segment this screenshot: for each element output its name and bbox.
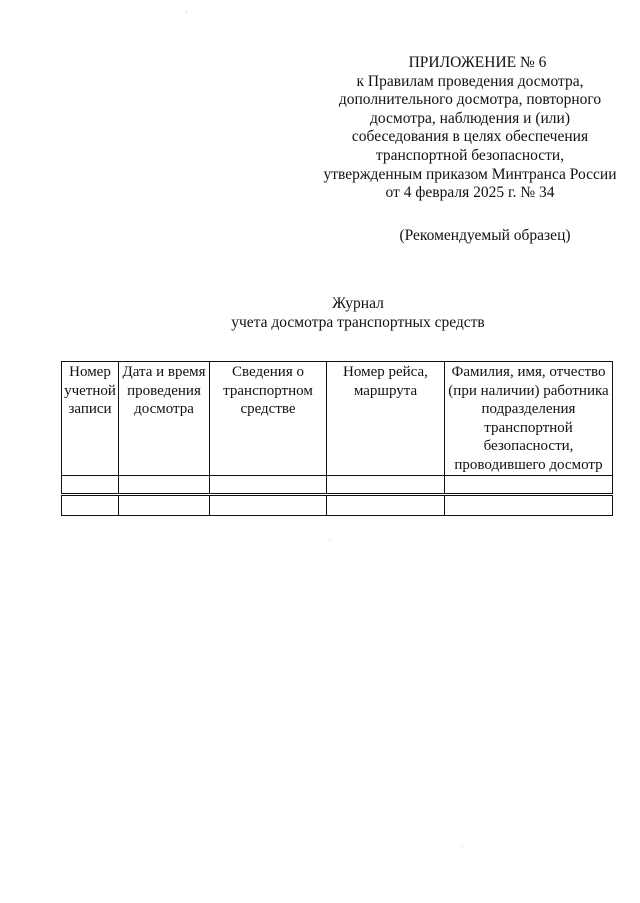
scan-speck	[462, 846, 463, 847]
table-cell	[210, 475, 327, 494]
table-cell	[119, 494, 210, 515]
appendix-block	[300, 54, 640, 203]
table-cell	[327, 494, 445, 515]
appendix-line: дополнительного досмотра, повторного	[338, 91, 602, 109]
sample-note: (Рекомендуемый образец)	[399, 227, 571, 244]
column-header-record-number: Номер учетной записи	[62, 362, 119, 476]
journal-table	[61, 361, 613, 516]
table-row	[62, 475, 613, 494]
appendix-line: транспортной безопасности,	[375, 146, 565, 164]
table-cell	[327, 475, 445, 494]
scan-speck	[186, 12, 187, 13]
appendix-title: ПРИЛОЖЕНИЕ № 6	[408, 54, 547, 71]
scan-speck	[329, 540, 330, 541]
table-cell	[445, 475, 613, 494]
table-cell	[445, 494, 613, 515]
column-header-inspector-name: Фамилия, имя, отчество (при наличии) работника подразделения транспортной безопасности, проводившего досмотр	[445, 362, 613, 476]
table-cell	[210, 494, 327, 515]
table-row	[62, 494, 613, 515]
appendix-line: собеседования в целях обеспечения	[351, 128, 589, 146]
table-cell	[119, 475, 210, 494]
appendix-line: утвержденным приказом Минтранса России	[323, 165, 617, 183]
column-header-inspection-datetime: Дата и время проведения досмотра	[119, 362, 210, 476]
table-cell	[62, 494, 119, 515]
column-header-route-number: Номер рейса, маршрута	[327, 362, 445, 476]
journal-title: Журнал	[332, 295, 384, 312]
table-cell	[62, 475, 119, 494]
appendix-line: досмотра, наблюдения и (или)	[370, 109, 570, 127]
table-header-row	[62, 362, 613, 476]
column-header-vehicle-info: Сведения о транспортном средстве	[210, 362, 327, 476]
journal-heading	[0, 294, 640, 332]
appendix-line: к Правилам проведения досмотра,	[356, 72, 584, 90]
journal-subtitle: учета досмотра транспортных средств	[231, 314, 485, 331]
appendix-line: от 4 февраля 2025 г. № 34	[385, 184, 555, 202]
